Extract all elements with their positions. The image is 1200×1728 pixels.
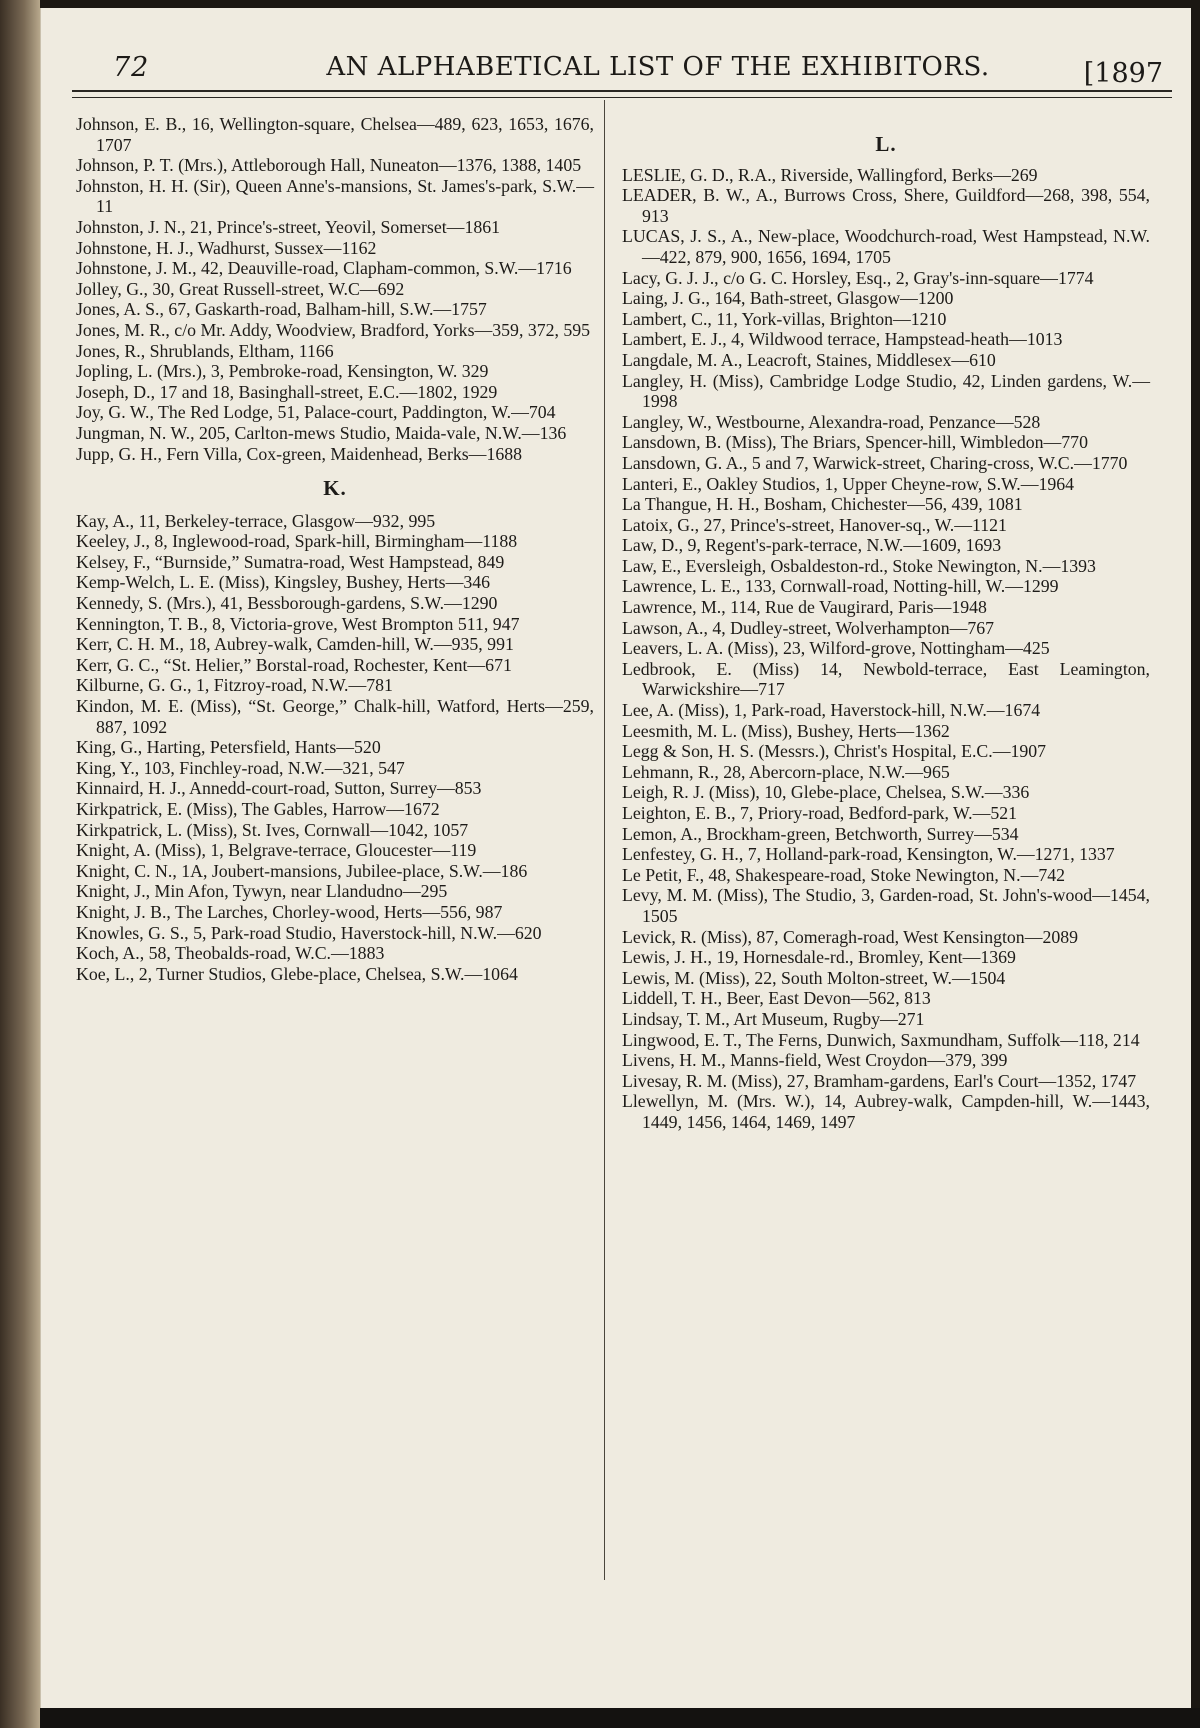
page-bottom-edge [40, 1708, 1200, 1728]
exhibitor-entry: Johnstone, H. J., Wadhurst, Sussex—1162 [76, 237, 377, 258]
exhibitor-entry: Leavers, L. A. (Miss), 23, Wilford-grove, Nottingham—425 [622, 638, 1050, 659]
exhibitor-entry: Jupp, G. H., Fern Villa, Cox-green, Maidenhead, Berks—1688 [76, 443, 523, 464]
exhibitor-entry: Lingwood, E. T., The Ferns, Dunwich, Saxmundham, Suffolk—118, 214 [622, 1029, 1140, 1050]
section-heading-l: L. [875, 132, 897, 156]
exhibitor-entry: Kirkpatrick, E. (Miss), The Gables, Harrow—1672 [76, 799, 440, 819]
exhibitor-entry: Kerr, C. H. M., 18, Aubrey-walk, Camden-hill, W.—935, 991 [76, 634, 514, 655]
exhibitor-entry: Knight, A. (Miss), 1, Belgrave-terrace, Gloucester—119 [76, 840, 477, 861]
exhibitor-entry: Lawrence, L. E., 133, Cornwall-road, Notting-hill, W.—1299 [622, 576, 1059, 597]
exhibitor-entry: LESLIE, G. D., R.A., Riverside, Wallingford, Berks—269 [622, 164, 1038, 185]
exhibitor-entry: Levick, R. (Miss), 87, Comeragh-road, West Kensington—2089 [622, 926, 1079, 947]
page-header [113, 46, 1163, 96]
exhibitor-entry: Kennedy, S. (Mrs.), 41, Bessborough-gardens, S.W.—1290 [76, 593, 498, 614]
exhibitor-entry: Kindon, M. E. (Miss), “St. George,” Chalk-hill, Watford, Herts—259, 887, 1092 [76, 696, 594, 737]
exhibitor-entry: Laing, J. G., 164, Bath-street, Glasgow—1200 [622, 288, 954, 309]
exhibitor-entry: Law, E., Eversleigh, Osbaldeston-rd., Stoke Newington, N.—1393 [622, 555, 1096, 576]
exhibitor-entry: Jolley, G., 30, Great Russell-street, W.C—692 [76, 278, 405, 299]
page-year: [1897 [1083, 58, 1163, 89]
exhibitor-entry: Knowles, G. S., 5, Park-road Studio, Haverstock-hill, N.W.—620 [76, 922, 542, 943]
entries-k [76, 511, 594, 985]
exhibitor-entry: Langley, W., Westbourne, Alexandra-road, Penzance—528 [622, 411, 1041, 432]
exhibitor-entry: LEADER, B. W., A., Burrows Cross, Shere, Guildford—268, 398, 554, 913 [622, 185, 1150, 226]
exhibitor-entry: Kilburne, G. G., 1, Fitzroy-road, N.W.—781 [76, 675, 393, 696]
exhibitor-entry: Johnstone, J. M., 42, Deauville-road, Clapham-common, S.W.—1716 [76, 258, 572, 279]
exhibitor-entry: Johnson, E. B., 16, Wellington-square, Chelsea—489, 623, 1653, 1676, 1707 [76, 114, 594, 155]
exhibitor-entry: King, Y., 103, Finchley-road, N.W.—321, 547 [76, 757, 405, 778]
exhibitor-entry: Koch, A., 58, Theobalds-road, W.C.—1883 [76, 943, 385, 964]
exhibitor-entry: Johnson, P. T. (Mrs.), Attleborough Hall, Nuneaton—1376, 1388, 1405 [76, 155, 582, 176]
exhibitor-entry: Koe, L., 2, Turner Studios, Glebe-place, Chelsea, S.W.—1064 [76, 963, 518, 984]
exhibitor-entry: Kemp-Welch, L. E. (Miss), Kingsley, Bushey, Herts—346 [76, 572, 491, 593]
header-rule-thin [72, 97, 1172, 98]
exhibitor-entry: Le Petit, F., 48, Shakespeare-road, Stoke Newington, N.—742 [622, 864, 1066, 885]
exhibitor-entry: Knight, J. B., The Larches, Chorley-wood, Herts—556, 987 [76, 901, 503, 922]
exhibitor-entry: Llewellyn, M. (Mrs. W.), 14, Aubrey-walk, Campden-hill, W.—1443, 1449, 1456, 1464, 1469, 1497 [622, 1091, 1150, 1132]
exhibitor-entry: Law, D., 9, Regent's-park-terrace, N.W.—1609, 1693 [622, 535, 1002, 556]
exhibitor-entry: Langdale, M. A., Leacroft, Staines, Middlesex—610 [622, 349, 996, 370]
exhibitor-entry: Lenfestey, G. H., 7, Holland-park-road, Kensington, W.—1271, 1337 [622, 844, 1115, 865]
header-rule [72, 90, 1172, 92]
exhibitor-entry: Lansdown, G. A., 5 and 7, Warwick-street, Charing-cross, W.C.—1770 [622, 452, 1128, 473]
exhibitor-entry: Lewis, J. H., 19, Hornesdale-rd., Bromley, Kent—1369 [622, 947, 1016, 968]
exhibitor-entry: Livens, H. M., Manns-field, West Croydon—379, 399 [622, 1050, 1008, 1071]
exhibitor-entry: King, G., Harting, Petersfield, Hants—520 [76, 737, 381, 758]
exhibitor-entry: Latoix, G., 27, Prince's-street, Hanover-sq., W.—1121 [622, 514, 1007, 535]
page-title: AN ALPHABETICAL LIST OF THE EXHIBITORS. [326, 52, 990, 82]
exhibitor-entry: Jones, A. S., 67, Gaskarth-road, Balham-hill, S.W.—1757 [76, 299, 487, 320]
exhibitor-entry: Knight, C. N., 1A, Joubert-mansions, Jubilee-place, S.W.—186 [76, 860, 528, 881]
exhibitor-entry: La Thangue, H. H., Bosham, Chichester—56, 439, 1081 [622, 494, 1023, 515]
exhibitor-entry: Lambert, E. J., 4, Wildwood terrace, Hampstead-heath—1013 [622, 329, 1063, 350]
exhibitor-entry: Joy, G. W., The Red Lodge, 51, Palace-court, Paddington, W.—704 [76, 402, 556, 423]
exhibitor-entry: Leighton, E. B., 7, Priory-road, Bedford-park, W.—521 [622, 803, 1018, 823]
exhibitor-entry: Jopling, L. (Mrs.), 3, Pembroke-road, Kensington, W. 329 [76, 361, 489, 382]
column-divider [604, 100, 605, 1580]
exhibitor-entry: Kirkpatrick, L. (Miss), St. Ives, Cornwall—1042, 1057 [76, 819, 469, 840]
exhibitor-entry: LUCAS, J. S., A., New-place, Woodchurch-road, West Hampstead, N.W.—422, 879, 900, 1656, 1694, 1705 [622, 226, 1150, 267]
page-number: 72 [113, 52, 150, 83]
exhibitor-entry: Jones, M. R., c/o Mr. Addy, Woodview, Bradford, Yorks—359, 372, 595 [76, 319, 591, 340]
exhibitor-entry: Liddell, T. H., Beer, East Devon—562, 813 [622, 988, 931, 1009]
exhibitor-entry: Kennington, T. B., 8, Victoria-grove, West Brompton 511, 947 [76, 613, 520, 634]
book-spine [0, 0, 40, 1728]
exhibitor-entry: Johnston, H. H. (Sir), Queen Anne's-mansions, St. James's-park, S.W.—11 [76, 175, 594, 217]
exhibitor-entry: Lambert, C., 11, York-villas, Brighton—1210 [622, 308, 947, 329]
exhibitor-entry: Lewis, M. (Miss), 22, South Molton-street, W.—1504 [622, 967, 1006, 988]
exhibitor-entry: Kay, A., 11, Berkeley-terrace, Glasgow—932, 995 [76, 510, 436, 531]
exhibitor-entry: Lawrence, M., 114, Rue de Vaugirard, Paris—1948 [622, 597, 987, 618]
exhibitor-entry: Leigh, R. J. (Miss), 10, Glebe-place, Chelsea, S.W.—336 [622, 782, 1030, 803]
exhibitor-entry: Johnston, J. N., 21, Prince's-street, Yeovil, Somerset—1861 [76, 216, 501, 237]
exhibitor-entry: Lawson, A., 4, Dudley-street, Wolverhampton—767 [622, 617, 995, 638]
exhibitor-entry: Lehmann, R., 28, Abercorn-place, N.W.—965 [622, 761, 950, 782]
exhibitor-entry: Kerr, G. C., “St. Helier,” Borstal-road, Rochester, Kent—671 [76, 654, 512, 675]
exhibitor-entry: Legg & Son, H. S. (Messrs.), Christ's Hospital, E.C.—1907 [622, 741, 1047, 762]
exhibitor-entry: Knight, J., Min Afon, Tywyn, near Llandudno—295 [76, 881, 448, 902]
entries-l [622, 165, 1150, 1133]
left-column [76, 114, 594, 984]
exhibitor-entry: Ledbrook, E. (Miss) 14, Newbold-terrace, East Leamington, Warwickshire—717 [622, 658, 1150, 700]
exhibitor-entry: Livesay, R. M. (Miss), 27, Bramham-gardens, Earl's Court—1352, 1747 [622, 1070, 1137, 1091]
exhibitor-entry: Langley, H. (Miss), Cambridge Lodge Studio, 42, Linden gardens, W.—1998 [622, 370, 1150, 412]
entries-j [76, 114, 594, 464]
exhibitor-entry: Lindsay, T. M., Art Museum, Rugby—271 [622, 1008, 925, 1029]
exhibitor-entry: Lacy, G. J. J., c/o G. C. Horsley, Esq., 2, Gray's-inn-square—1774 [622, 267, 1094, 288]
exhibitor-entry: Kelsey, F., “Burnside,” Sumatra-road, West Hampstead, 849 [76, 551, 505, 572]
right-column [622, 114, 1150, 1133]
exhibitor-entry: Levy, M. M. (Miss), The Studio, 3, Garden-road, St. John's-wood—1454, 1505 [622, 885, 1150, 926]
exhibitor-entry: Leesmith, M. L. (Miss), Bushey, Herts—1362 [622, 720, 950, 741]
section-heading-k: K. [323, 476, 347, 501]
exhibitor-entry: Jones, R., Shrublands, Eltham, 1166 [76, 340, 334, 361]
exhibitor-entry: Lanteri, E., Oakley Studios, 1, Upper Cheyne-row, S.W.—1964 [622, 473, 1075, 494]
exhibitor-entry: Kinnaird, H. J., Annedd-court-road, Sutton, Surrey—853 [76, 778, 482, 799]
exhibitor-entry: Lee, A. (Miss), 1, Park-road, Haverstock-hill, N.W.—1674 [622, 700, 1041, 721]
exhibitor-entry: Jungman, N. W., 205, Carlton-mews Studio, Maida-vale, N.W.—136 [76, 422, 567, 443]
exhibitor-entry: Joseph, D., 17 and 18, Basinghall-street, E.C.—1802, 1929 [76, 381, 498, 402]
exhibitor-entry: Keeley, J., 8, Inglewood-road, Spark-hill, Birmingham—1188 [76, 531, 518, 552]
exhibitor-entry: Lansdown, B. (Miss), The Briars, Spencer-hill, Wimbledon—770 [622, 432, 1088, 453]
exhibitor-entry: Lemon, A., Brockham-green, Betchworth, Surrey—534 [622, 823, 1019, 844]
